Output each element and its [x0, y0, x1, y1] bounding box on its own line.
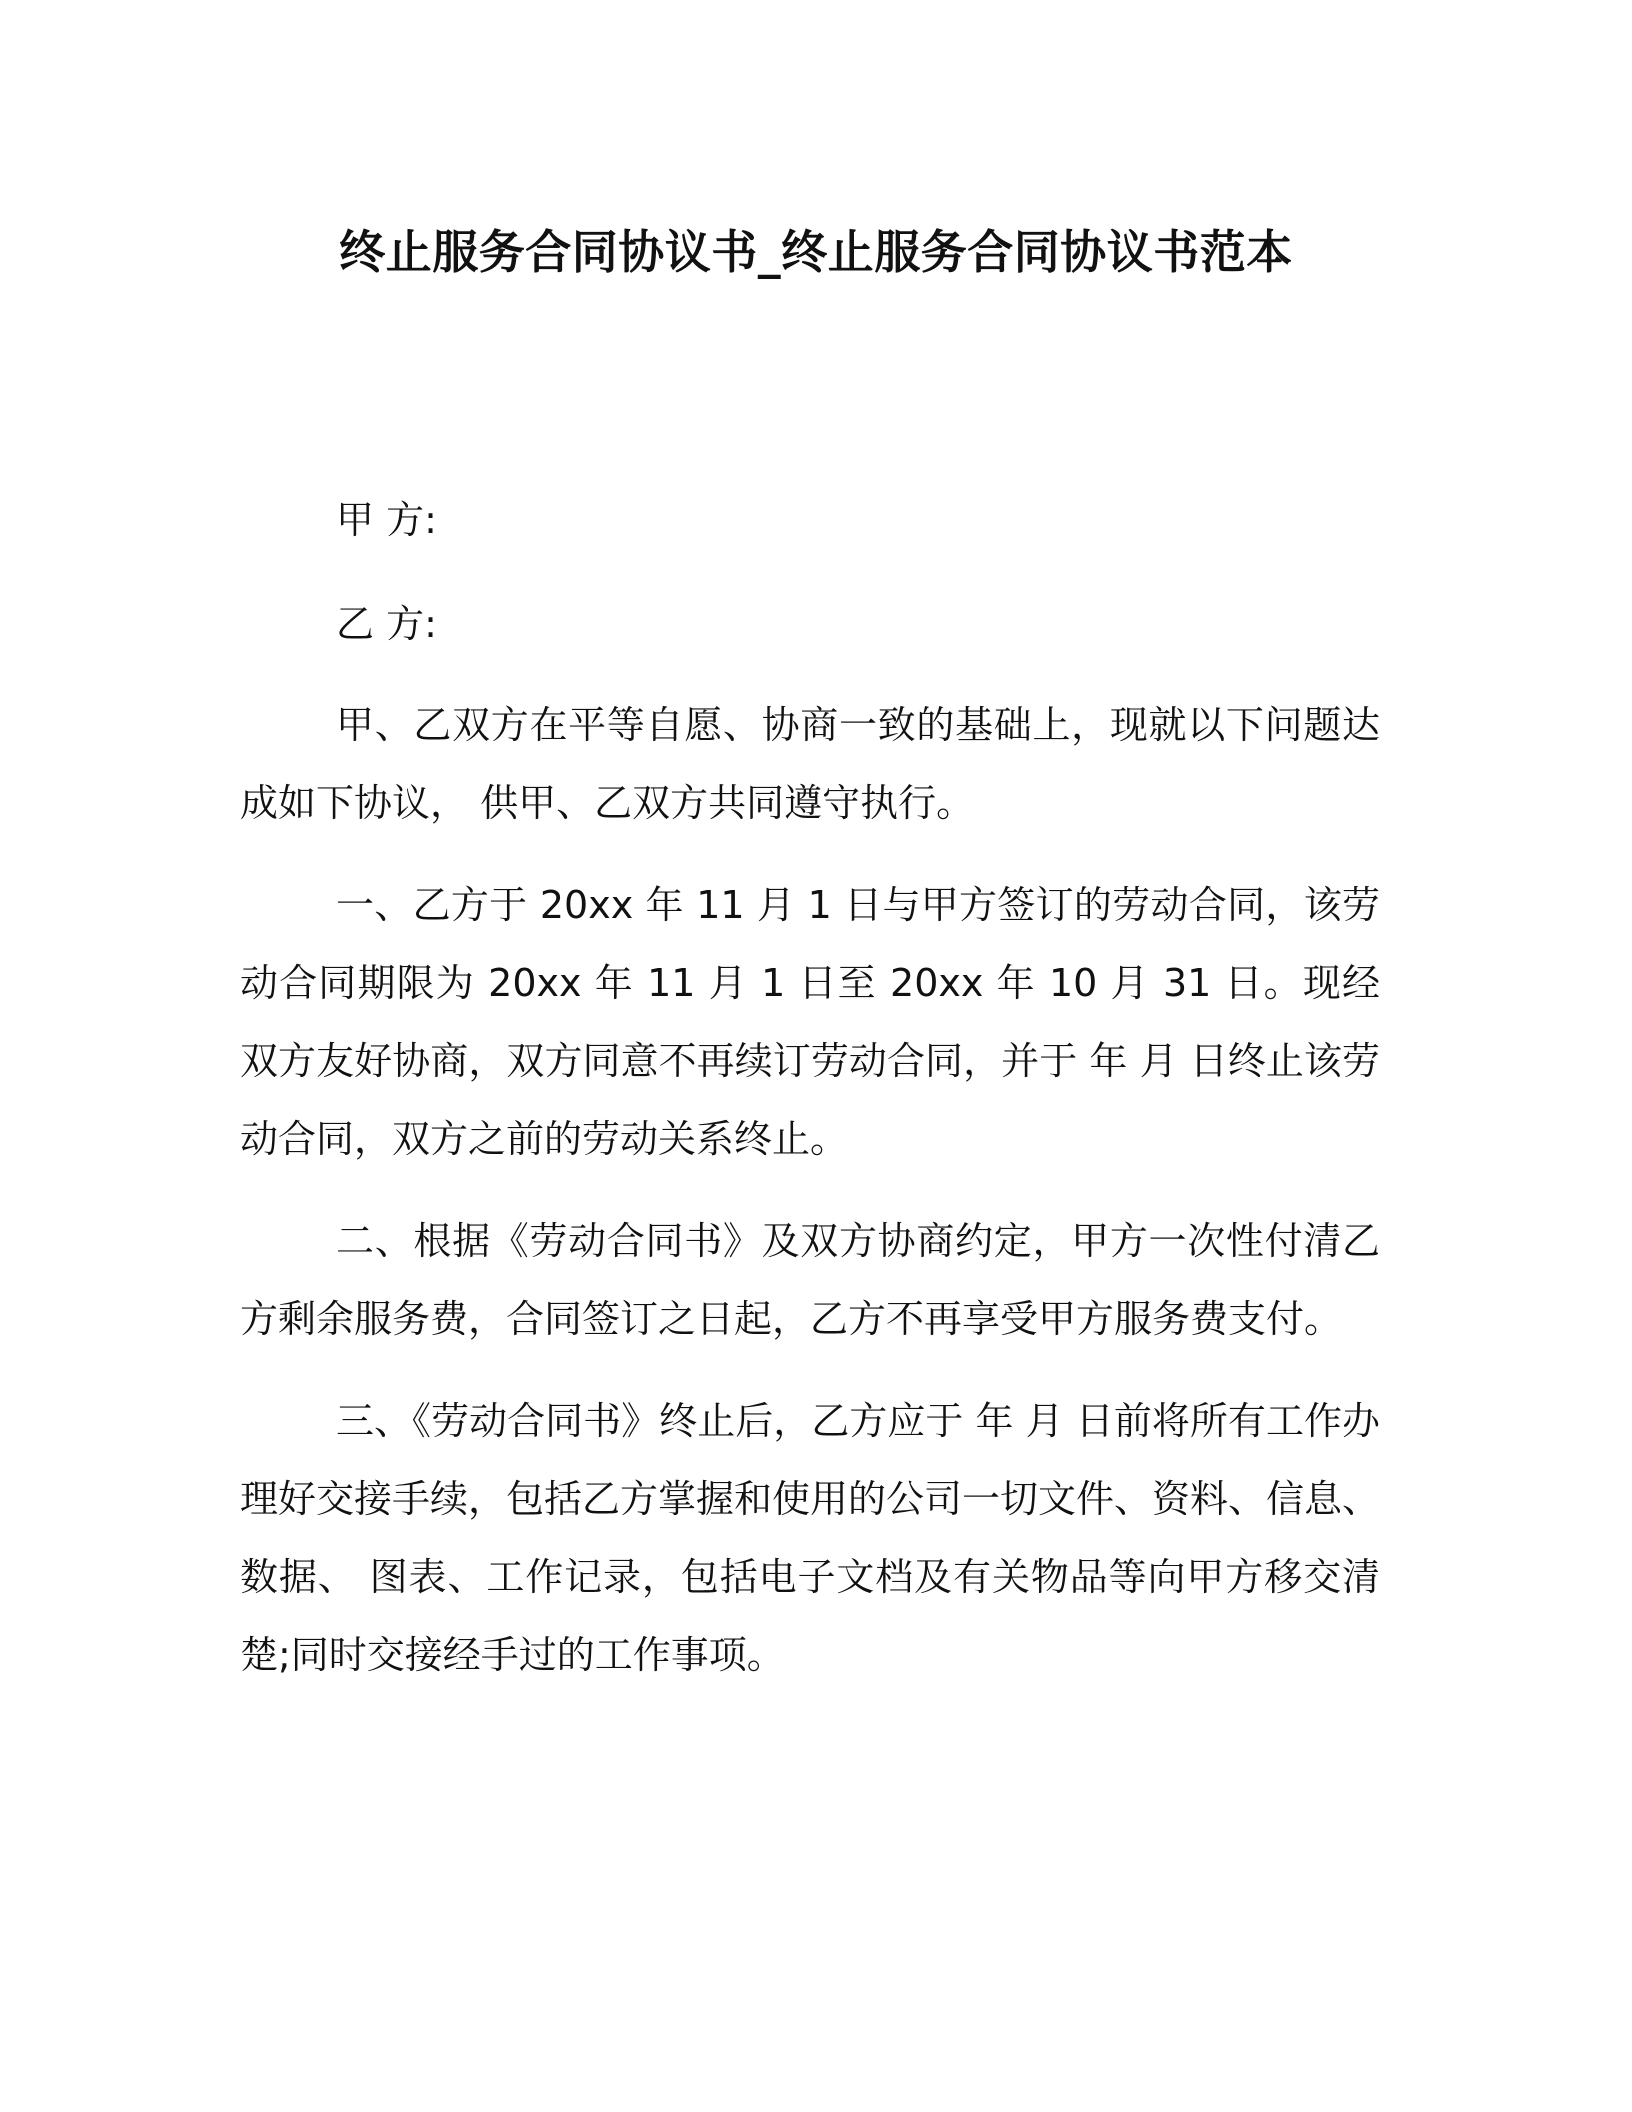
- party-b-label: 乙 方:: [336, 602, 437, 646]
- clause-one-block: [240, 866, 1380, 1178]
- clause-one-paragraph: 一、乙方于 20xx 年 11 月 1 日与甲方签订的劳动合同，该劳动合同期限为 20xx 年 11 月 1 日至 20xx 年 10 月 31 日。现经双方友好协商，双方同意不再续订劳动合同，并于 年 月 日终止该劳动合同，双方之前的劳动关系终止。: [240, 883, 1380, 1161]
- clause-three-block: [240, 1382, 1380, 1694]
- clause-three-paragraph: 三、《劳动合同书》终止后，乙方应于 年 月 日前将所有工作办理好交接手续，包括乙方掌握和使用的公司一切文件、资料、信息、数据、 图表、工作记录，包括电子文档及有关物品等向甲方移交清楚;同时交接经手过的工作事项。: [240, 1399, 1381, 1677]
- intro-paragraph: 甲、乙双方在平等自愿、协商一致的基础上，现就以下问题达成如下协议， 供甲、乙双方共同遵守执行。: [240, 703, 1380, 825]
- intro-paragraph-block: [240, 686, 1380, 842]
- party-a-label: 甲 方:: [336, 498, 437, 542]
- clause-two-block: [240, 1202, 1380, 1358]
- document-title: 终止服务合同协议书_终止服务合同协议书范本: [339, 225, 1293, 279]
- clause-two-paragraph: 二、根据《劳动合同书》及双方协商约定，甲方一次性付清乙方剩余服务费，合同签订之日起，乙方不再享受甲方服务费支付。: [240, 1219, 1380, 1341]
